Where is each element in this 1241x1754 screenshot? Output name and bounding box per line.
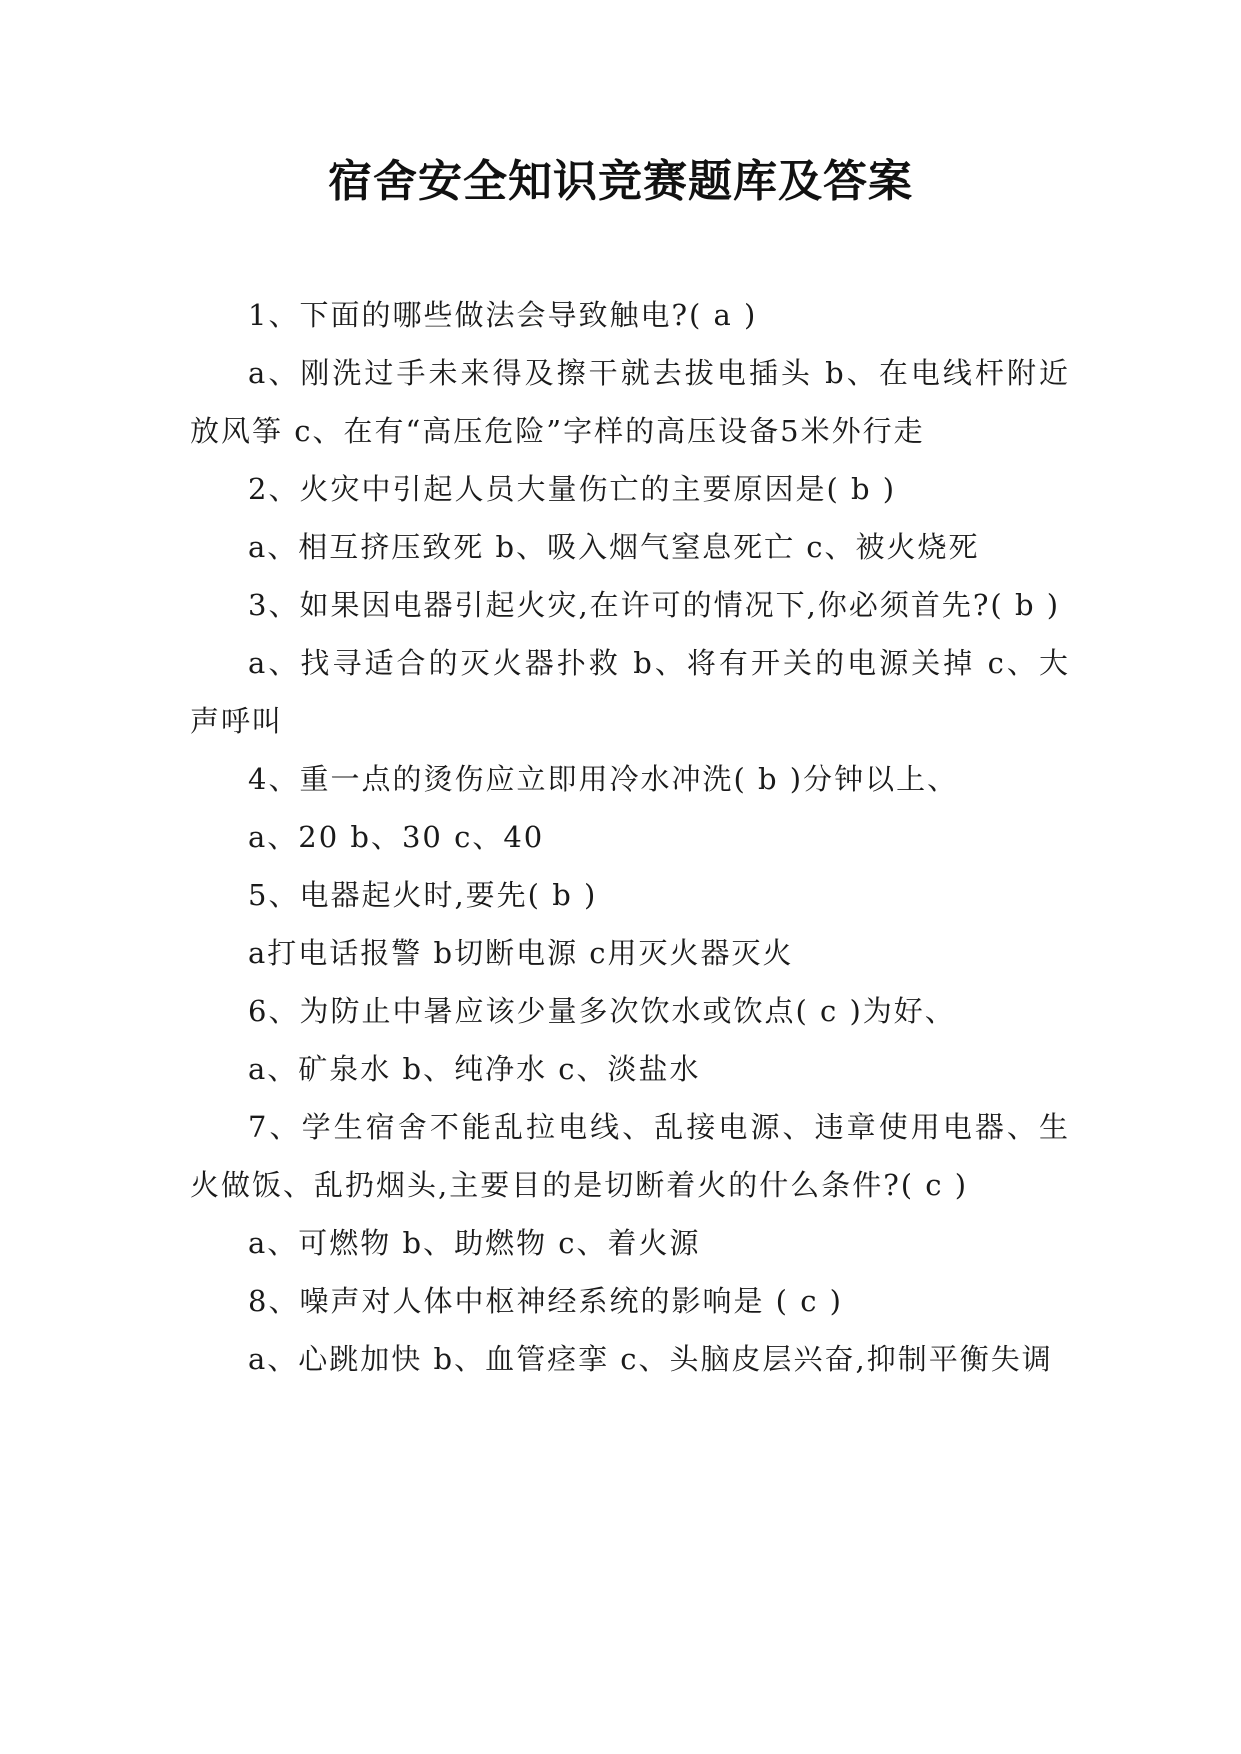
document-title: 宿舍安全知识竞赛题库及答案 <box>328 156 913 207</box>
options-3: a、找寻适合的灭火器扑救 b、将有开关的电源关掉 c、大声呼叫 <box>190 646 1070 738</box>
question-5: 5、电器起火时,要先( b ) <box>248 878 598 912</box>
question-6: 6、为防止中暑应该少量多次饮水或饮点( c )为好、 <box>248 994 956 1028</box>
options-5: a打电话报警 b切断电源 c用灭火器灭火 <box>248 936 794 970</box>
question-2: 2、火灾中引起人员大量伤亡的主要原因是( b ) <box>248 472 897 506</box>
options-1: a、刚洗过手未来得及擦干就去拔电插头 b、在电线杆附近放风筝 c、在有“高压危险”字样的高压设备5米外行走 <box>190 356 1070 448</box>
options-6: a、矿泉水 b、纯净水 c、淡盐水 <box>248 1052 701 1086</box>
question-4: 4、重一点的烫伤应立即用冷水冲洗( b )分钟以上、 <box>248 762 959 796</box>
question-1: 1、下面的哪些做法会导致触电?( a ) <box>248 298 758 332</box>
document-body <box>190 286 1070 1388</box>
question-8: 8、噪声对人体中枢神经系统的影响是 ( c ) <box>248 1284 843 1318</box>
question-3: 3、如果因电器引起火灾,在许可的情况下,你必须首先?( b ) <box>248 588 1061 622</box>
options-8: a、心跳加快 b、血管痉挛 c、头脑皮层兴奋,抑制平衡失调 <box>248 1342 1053 1376</box>
options-7: a、可燃物 b、助燃物 c、着火源 <box>248 1226 701 1260</box>
question-7: 7、学生宿舍不能乱拉电线、乱接电源、违章使用电器、生火做饭、乱扔烟头,主要目的是切断着火的什么条件?( c ) <box>190 1110 1070 1202</box>
options-2: a、相互挤压致死 b、吸入烟气窒息死亡 c、被火烧死 <box>248 530 980 564</box>
options-4: a、20 b、30 c、40 <box>248 820 545 854</box>
